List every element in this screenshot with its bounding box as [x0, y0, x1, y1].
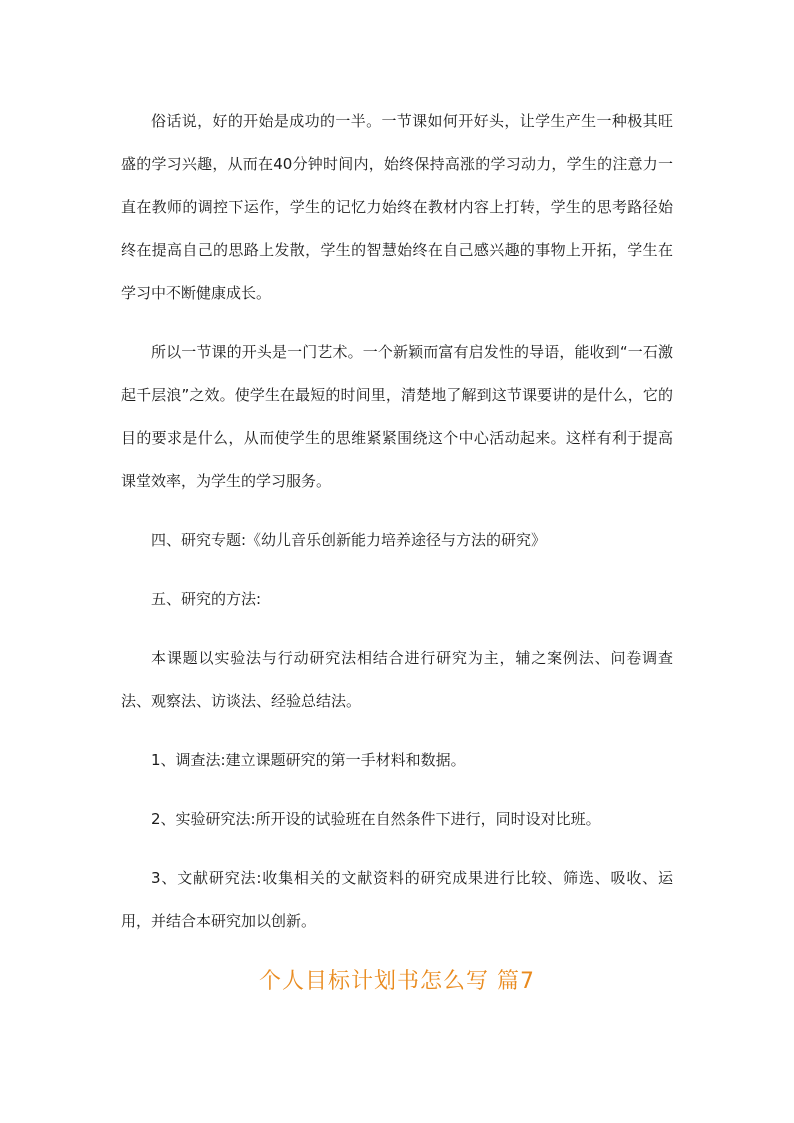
method-item-experiment: 2、实验研究法:所开设的试验班在自然条件下进行，同时设对比班。 [151, 810, 601, 828]
method-item-literature: 3、文献研究法:收集相关的文献资料的研究成果进行比较、筛选、吸收、运用，并结合本研究加以创新。 [121, 869, 673, 930]
document-body [121, 100, 673, 943]
research-methods-title: 五、研究的方法: [151, 590, 262, 608]
method-item-survey: 1、调查法:建立课题研究的第一手材料和数据。 [151, 751, 466, 769]
paragraph-opening: 俗话说，好的开始是成功的一半。一节课如何开好头，让学生产生一种极其旺盛的学习兴趣，从而在40分钟时间内，始终保持高涨的学习动力，学生的注意力一直在教师的调控下运作，学生的记忆力始终在教材内容上打转，学生的思考路径始终在提高自己的思路上发散，学生的智慧始终在自己感兴趣的事物上开拓，学生在学习中不断健康成长。 [121, 112, 673, 302]
section-heading: 个人目标计划书怎么写 篇7 [259, 969, 535, 994]
paragraph-introduction-art: 所以一节课的开头是一门艺术。一个新颖而富有启发性的导语，能收到“一石激起千层浪”之效。使学生在最短的时间里，清楚地了解到这节课要讲的是什么，它的目的要求是什么，从而使学生的思维紧紧围绕这个中心活动起来。这样有利于提高课堂效率，为学生的学习服务。 [121, 343, 673, 490]
research-topic: 四、研究专题:《幼儿音乐创新能力培养途径与方法的研究》 [151, 531, 547, 549]
research-methods-summary: 本课题以实验法与行动研究法相结合进行研究为主，辅之案例法、问卷调查法、观察法、访谈法、经验总结法。 [121, 649, 673, 710]
